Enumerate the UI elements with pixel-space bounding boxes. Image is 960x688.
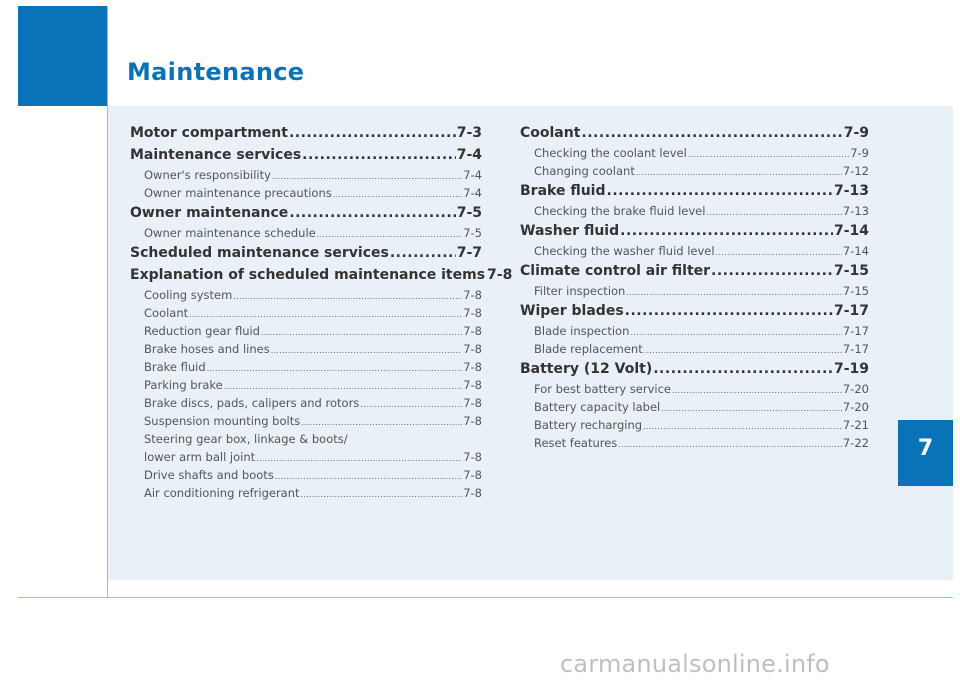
dot-leader <box>302 145 456 166</box>
toc-entry-title: Scheduled maintenance services <box>130 245 389 261</box>
toc-page-number: 7-20 <box>842 400 869 414</box>
toc-entry-title: Reset features <box>534 436 618 450</box>
watermark-text: carmanualsonline.info <box>560 650 830 678</box>
chapter-tab[interactable] <box>898 420 953 486</box>
dot-leader <box>390 243 456 264</box>
toc-section-entry[interactable] <box>130 265 513 286</box>
corner-block <box>18 6 107 106</box>
toc-subsection-entry[interactable] <box>130 340 482 358</box>
dot-leader <box>360 396 462 414</box>
toc-section-entry[interactable] <box>130 123 482 144</box>
toc-page-number: 7-5 <box>463 226 482 240</box>
toc-page-number: 7-20 <box>842 382 869 396</box>
toc-page-number: 7-8 <box>463 360 482 374</box>
toc-subsection-entry[interactable] <box>130 304 482 322</box>
dot-leader <box>716 244 842 262</box>
toc-subsection-entry[interactable] <box>130 448 482 466</box>
toc-section-entry[interactable] <box>130 243 482 264</box>
toc-page-number: 7-8 <box>463 288 482 302</box>
toc-entry-title: Brake fluid <box>144 360 206 374</box>
toc-entry-title: Filter inspection <box>534 284 626 298</box>
toc-page-number: 7-8 <box>463 306 482 320</box>
toc-page-number: 7-15 <box>842 284 869 298</box>
toc-entry-title: Explanation of scheduled maintenance items <box>130 267 486 283</box>
toc-entry-title: Climate control air filter <box>520 263 711 279</box>
toc-page-number: 7-13 <box>842 204 869 218</box>
dot-leader <box>626 284 842 302</box>
toc-subsection-entry[interactable] <box>130 466 482 484</box>
toc-entry-title: Checking the washer fluid level <box>534 244 715 258</box>
dot-leader <box>653 359 833 380</box>
dot-leader <box>581 123 842 144</box>
toc-page-number: 7-17 <box>833 303 869 319</box>
toc-page-number: 7-8 <box>463 324 482 338</box>
toc-right-column <box>520 122 869 452</box>
toc-entry-title: Owner's responsibility <box>144 168 271 182</box>
toc-entry-title: Brake hoses and lines <box>144 342 270 356</box>
toc-subsection-entry[interactable] <box>520 434 869 452</box>
dot-leader <box>301 486 463 504</box>
toc-page-number: 7-9 <box>843 125 869 141</box>
toc-section-entry[interactable] <box>130 203 482 224</box>
chapter-number: 7 <box>917 436 934 461</box>
dot-leader <box>661 400 842 418</box>
toc-page-number: 7-3 <box>456 125 482 141</box>
page-title: Maintenance <box>127 58 305 86</box>
toc-subsection-entry[interactable] <box>520 282 869 300</box>
dot-leader <box>256 450 462 468</box>
toc-subsection-entry[interactable] <box>130 184 482 202</box>
toc-page-number: 7-17 <box>842 342 869 356</box>
toc-entry-title: Reduction gear fluid <box>144 324 260 338</box>
toc-entry-title: Battery capacity label <box>534 400 661 414</box>
toc-subsection-entry[interactable] <box>130 358 482 376</box>
toc-subsection-entry[interactable] <box>520 322 869 340</box>
toc-entry-title: Battery recharging <box>534 418 643 432</box>
dot-leader <box>644 342 842 360</box>
toc-subsection-entry[interactable] <box>520 202 869 220</box>
toc-entry-title-line: Steering gear box, linkage & boots/ <box>144 432 348 446</box>
dot-leader <box>688 146 849 164</box>
toc-subsection-entry[interactable] <box>130 166 482 184</box>
toc-section-entry[interactable] <box>520 359 869 380</box>
toc-entry-title: Owner maintenance precautions <box>144 186 332 200</box>
toc-subsection-entry[interactable] <box>520 398 869 416</box>
toc-page-number: 7-4 <box>456 147 482 163</box>
toc-entry-title: Blade inspection <box>534 324 630 338</box>
dot-leader <box>333 186 462 204</box>
toc-page-number: 7-8 <box>463 468 482 482</box>
toc-entry-title: Brake discs, pads, calipers and rotors <box>144 396 360 410</box>
toc-subsection-entry[interactable] <box>520 380 869 398</box>
toc-page-number: 7-14 <box>842 244 869 258</box>
toc-entry-title: Battery (12 Volt) <box>520 361 653 377</box>
toc-page-number: 7-5 <box>456 205 482 221</box>
toc-subsection-entry[interactable] <box>520 416 869 434</box>
toc-subsection-entry[interactable] <box>130 394 482 412</box>
toc-page-number: 7-8 <box>463 396 482 410</box>
toc-page-number: 7-21 <box>842 418 869 432</box>
toc-page-number: 7-7 <box>456 245 482 261</box>
dot-leader <box>643 418 842 436</box>
dot-leader <box>233 288 462 306</box>
toc-entry-title: Brake fluid <box>520 183 606 199</box>
dot-leader <box>289 123 456 144</box>
dot-leader <box>271 342 462 360</box>
dot-leader <box>618 436 842 454</box>
toc-page-number: 7-9 <box>850 146 869 160</box>
dot-leader <box>261 324 462 342</box>
toc-subsection-entry[interactable] <box>130 322 482 340</box>
toc-subsection-entry[interactable] <box>520 340 869 358</box>
dot-leader <box>636 164 842 182</box>
toc-page-number: 7-4 <box>463 168 482 182</box>
toc-subsection-entry[interactable] <box>130 484 482 502</box>
toc-entry-title: Cooling system <box>144 288 233 302</box>
toc-entry-title: Parking brake <box>144 378 223 392</box>
toc-subsection-entry[interactable] <box>130 224 482 242</box>
toc-page-number: 7-8 <box>463 342 482 356</box>
horizontal-rule <box>18 597 953 598</box>
toc-page-number: 7-8 <box>463 414 482 428</box>
toc-entry-title: Coolant <box>144 306 189 320</box>
dot-leader <box>275 468 462 486</box>
toc-entry-title: Drive shafts and boots <box>144 468 274 482</box>
toc-page-number: 7-8 <box>463 450 482 464</box>
toc-page-number: 7-12 <box>842 164 869 178</box>
dot-leader <box>317 226 462 244</box>
toc-page-number: 7-8 <box>463 378 482 392</box>
toc-left-column <box>130 122 513 502</box>
toc-entry-title: Changing coolant <box>534 164 635 178</box>
toc-section-entry[interactable] <box>520 123 869 144</box>
toc-page-number: 7-8 <box>463 486 482 500</box>
dot-leader <box>289 203 455 224</box>
toc-entry-title: Suspension mounting bolts <box>144 414 301 428</box>
toc-section-entry[interactable] <box>520 221 869 242</box>
dot-leader <box>711 261 833 282</box>
toc-page-number: 7-14 <box>833 223 869 239</box>
toc-section-entry[interactable] <box>520 261 869 282</box>
toc-page-number: 7-15 <box>833 263 869 279</box>
toc-entry-title: Coolant <box>520 125 581 141</box>
toc-page-number: 7-22 <box>842 436 869 450</box>
toc-entry-title: lower arm ball joint <box>144 450 256 464</box>
toc-entry-title: Checking the brake fluid level <box>534 204 706 218</box>
toc-entry-title: Blade replacement <box>534 342 643 356</box>
toc-page-number: 7-19 <box>833 361 869 377</box>
toc-subsection-entry[interactable] <box>520 144 869 162</box>
toc-page-number: 7-4 <box>463 186 482 200</box>
toc-subsection-entry[interactable] <box>520 162 869 180</box>
dot-leader <box>706 204 841 222</box>
toc-entry-title: Maintenance services <box>130 147 302 163</box>
toc-subsection-entry[interactable] <box>130 412 482 430</box>
dot-leader <box>620 221 833 242</box>
toc-section-entry[interactable] <box>520 181 869 202</box>
toc-entry-title: Air conditioning refrigerant <box>144 486 300 500</box>
toc-entry-title: Motor compartment <box>130 125 288 141</box>
dot-leader <box>630 324 842 342</box>
toc-entry-title: Owner maintenance <box>130 205 289 221</box>
toc-page-number: 7-8 <box>487 267 513 283</box>
toc-subsection-entry[interactable] <box>130 286 482 304</box>
dot-leader <box>207 360 463 378</box>
toc-section-entry[interactable] <box>130 145 482 166</box>
toc-entry-title: Wiper blades <box>520 303 624 319</box>
toc-entry-title: Owner maintenance schedule <box>144 226 316 240</box>
toc-page-number: 7-17 <box>842 324 869 338</box>
toc-subsection-entry[interactable] <box>520 242 869 260</box>
toc-entry-title: Washer fluid <box>520 223 620 239</box>
toc-subsection-entry[interactable] <box>130 376 482 394</box>
toc-entry-title: For best battery service <box>534 382 671 396</box>
toc-entry-title: Checking the coolant level <box>534 146 687 160</box>
toc-page-number: 7-13 <box>833 183 869 199</box>
dot-leader <box>625 301 833 322</box>
toc-section-entry[interactable] <box>520 301 869 322</box>
dot-leader <box>607 181 833 202</box>
dot-leader <box>672 382 842 400</box>
